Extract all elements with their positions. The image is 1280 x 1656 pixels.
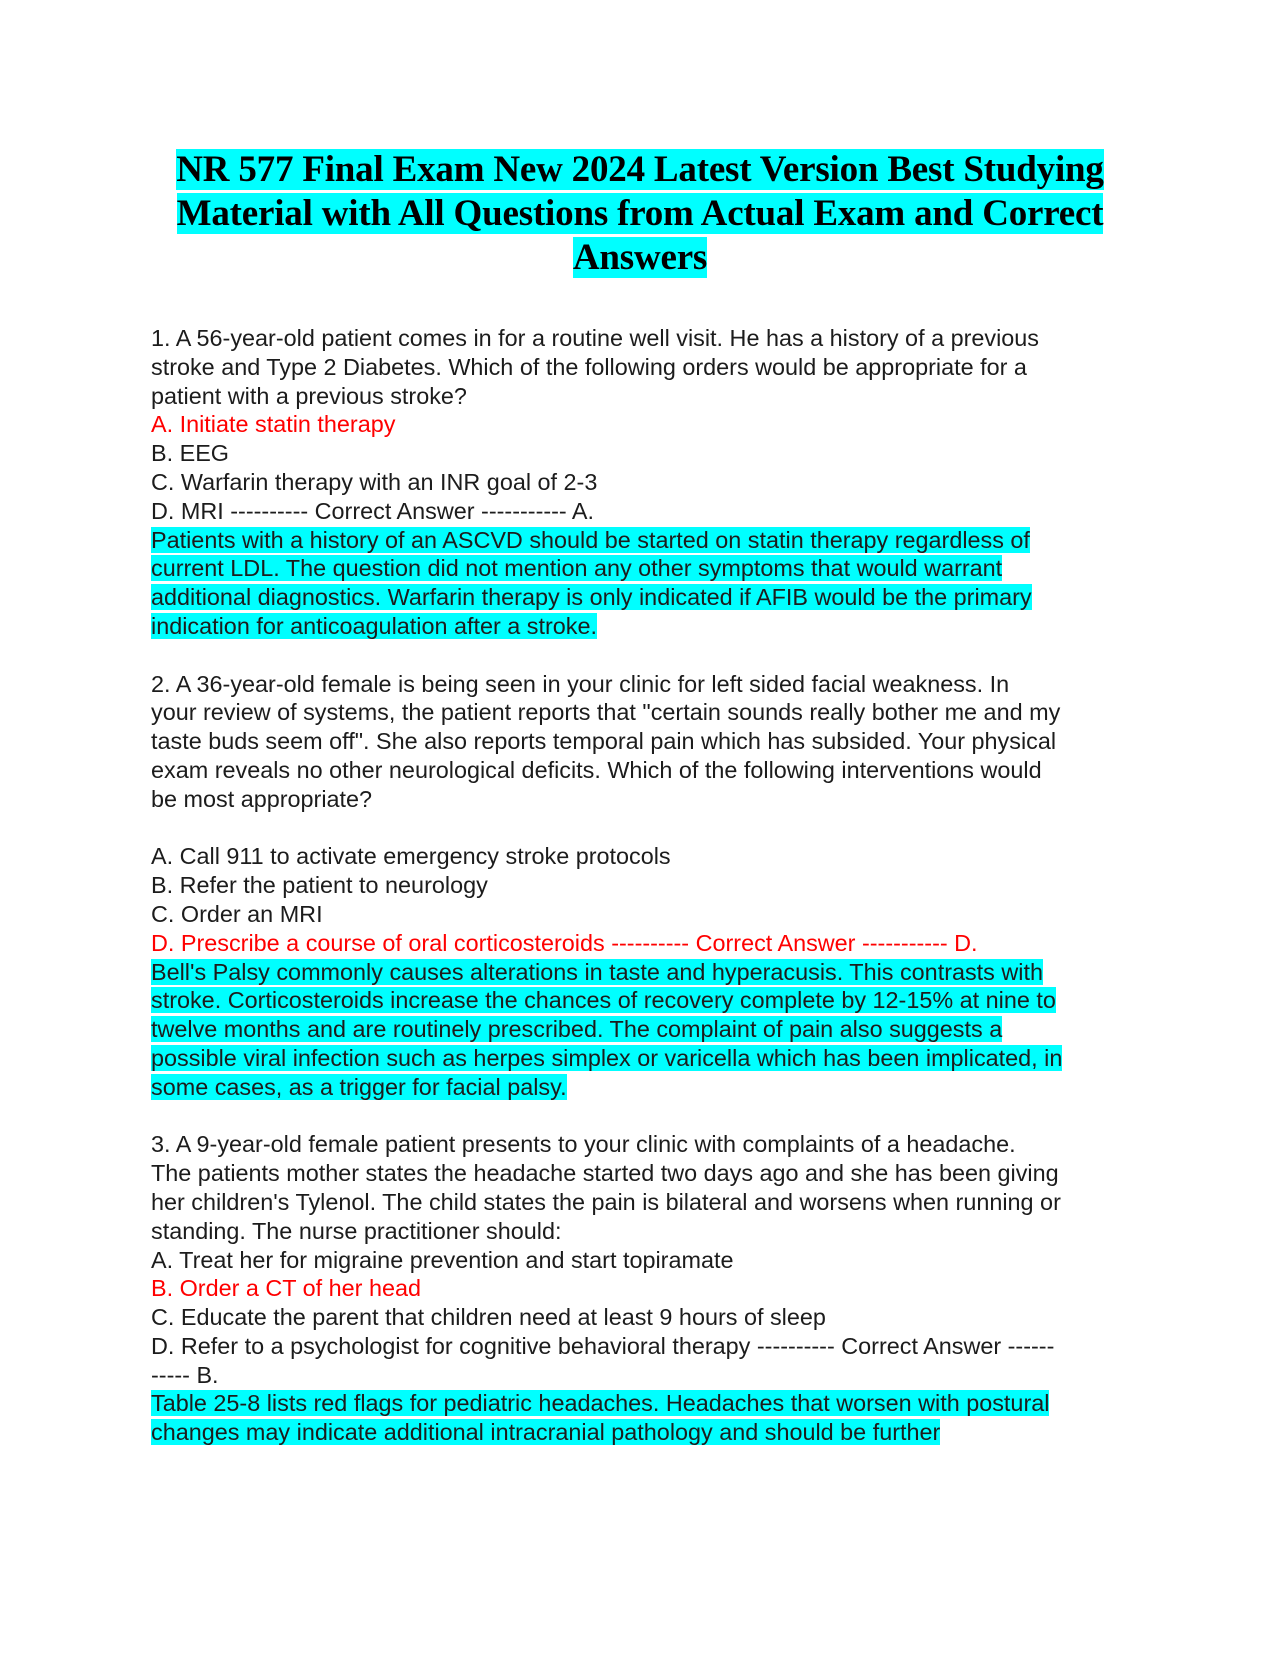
explanation-line: indication for anticoagulation after a stroke. xyxy=(151,612,597,639)
answer-option: ----- B. xyxy=(151,1361,219,1388)
question-2 xyxy=(151,670,1136,1102)
question-stem-line: be most appropriate? xyxy=(151,785,373,812)
answer-option-correct: A. Initiate statin therapy xyxy=(151,411,396,438)
answer-option: B. Refer the patient to neurology xyxy=(151,872,488,899)
explanation-line: Patients with a history of an ASCVD should be started on statin therapy regardless of xyxy=(151,526,1030,553)
question-stem-line: 3. A 9-year-old female patient presents to your clinic with complaints of a headache. xyxy=(151,1131,1016,1158)
title-line: Answers xyxy=(572,237,708,278)
question-stem-line: her children's Tylenol. The child states the pain is bilateral and worsens when running or xyxy=(151,1188,1061,1215)
answer-option: A. Call 911 to activate emergency stroke protocols xyxy=(151,843,671,870)
explanation-line: Bell's Palsy commonly causes alterations in taste and hyperacusis. This contrasts with xyxy=(151,958,1043,985)
question-stem-line: exam reveals no other neurological deficits. Which of the following interventions would xyxy=(151,756,1042,783)
explanation-line: additional diagnostics. Warfarin therapy is only indicated if AFIB would be the primary xyxy=(151,584,1032,611)
answer-option-correct: D. Prescribe a course of oral corticosteroids ---------- Correct Answer ----------- D. xyxy=(151,929,978,956)
question-stem-line: standing. The nurse practitioner should: xyxy=(151,1217,562,1244)
question-3 xyxy=(151,1130,1136,1447)
question-stem-line: 1. A 56-year-old patient comes in for a routine well visit. He has a history of a previous xyxy=(151,325,1039,351)
explanation-line: changes may indicate additional intracranial pathology and should be further xyxy=(151,1419,941,1446)
answer-option: D. Refer to a psychologist for cognitive behavioral therapy ---------- Correct Answer ------ xyxy=(151,1332,1055,1359)
explanation-line: stroke. Corticosteroids increase the chances of recovery complete by 12-15% at nine to xyxy=(151,987,1056,1014)
question-stem-line: 2. A 36-year-old female is being seen in your clinic for left sided facial weakness. In xyxy=(151,670,1010,697)
answer-option: D. MRI ---------- Correct Answer ----------- A. xyxy=(151,497,595,524)
answer-option: C. Warfarin therapy with an INR goal of 2-3 xyxy=(151,468,598,495)
question-stem-line: patient with a previous stroke? xyxy=(151,382,467,409)
title-line: Material with All Questions from Actual Exam and Correct xyxy=(176,193,1104,234)
question-stem-line: The patients mother states the headache started two days ago and she has been giving xyxy=(151,1160,1059,1187)
document-body xyxy=(151,324,1136,1476)
spacer xyxy=(151,814,1136,843)
title-line: NR 577 Final Exam New 2024 Latest Version Best Studying xyxy=(176,149,1104,190)
explanation-line: some cases, as a trigger for facial palsy. xyxy=(151,1073,567,1100)
question-stem-line: taste buds seem off". She also reports temporal pain which has subsided. Your physical xyxy=(151,728,1057,755)
answer-option: C. Order an MRI xyxy=(151,900,323,927)
answer-option: B. EEG xyxy=(151,440,229,467)
explanation-line: current LDL. The question did not mention any other symptoms that would warrant xyxy=(151,555,1003,582)
question-stem-line: your review of systems, the patient reports that "certain sounds really bother me and my xyxy=(151,699,1061,726)
explanation-line: Table 25-8 lists red flags for pediatric headaches. Headaches that worsen with postural xyxy=(151,1390,1050,1417)
explanation-line: possible viral infection such as herpes simplex or varicella which has been implicated, in xyxy=(151,1044,1063,1071)
answer-option: A. Treat her for migraine prevention and start topiramate xyxy=(151,1246,734,1273)
answer-option-correct: B. Order a CT of her head xyxy=(151,1275,421,1302)
question-1 xyxy=(151,324,1136,641)
answer-option: C. Educate the parent that children need at least 9 hours of sleep xyxy=(151,1304,826,1331)
explanation-line: twelve months and are routinely prescribed. The complaint of pain also suggests a xyxy=(151,1016,1003,1043)
document-title xyxy=(150,148,1130,280)
question-stem-line: stroke and Type 2 Diabetes. Which of the following orders would be appropriate for a xyxy=(151,353,1027,380)
